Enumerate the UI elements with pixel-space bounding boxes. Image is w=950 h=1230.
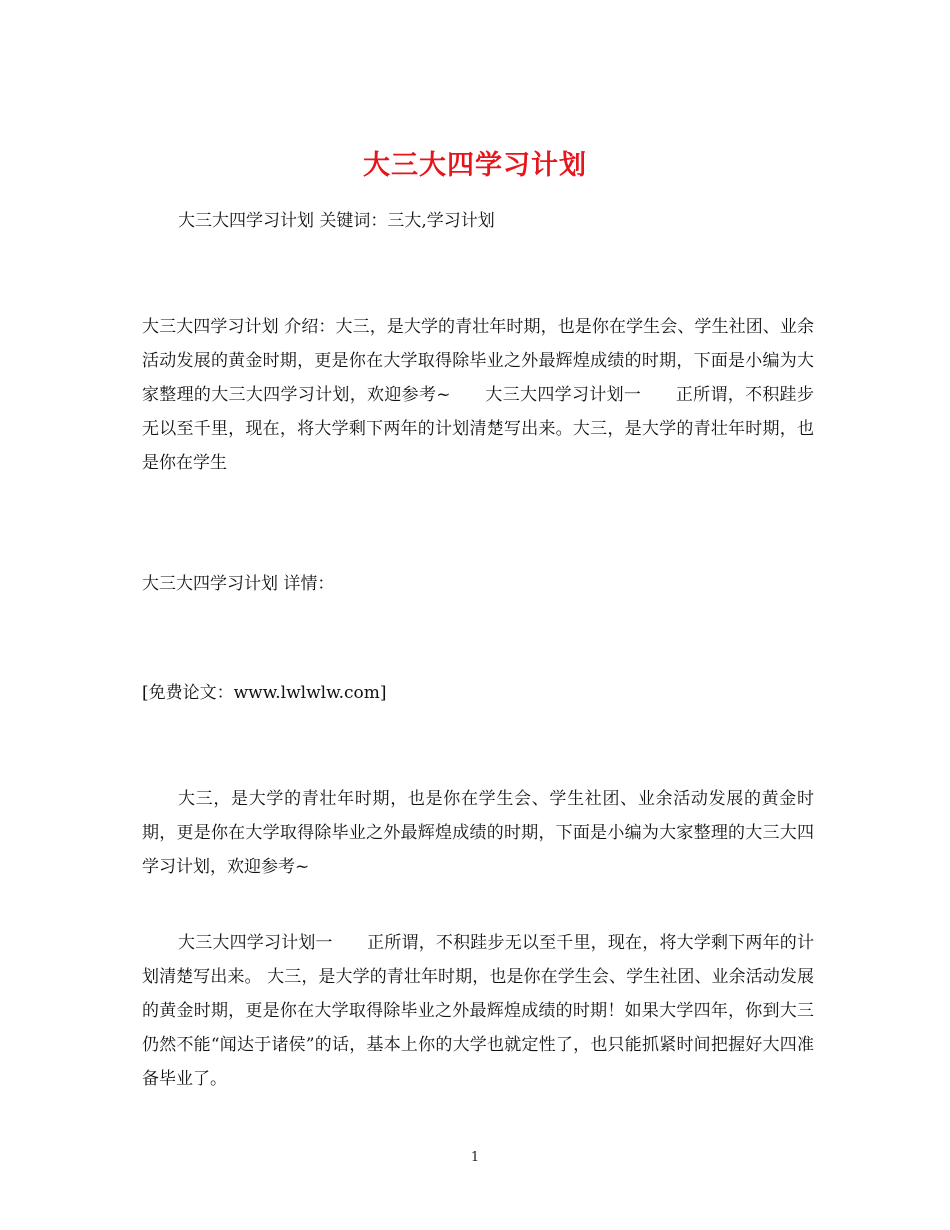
keywords-line: 大三大四学习计划 关键词：三大,学习计划 [178, 211, 495, 231]
details-label: 大三大四学习计划 详情： [142, 574, 335, 594]
body-paragraph-2: 大三大四学习计划一 正所谓，不积跬步无以至千里，现在，将大学剩下两年的计划清楚写出来。 大三，是大学的青壮年时期，也是你在学生会、学生社团、业余活动发展的黄金时期，更是你在大学取得除毕业之外最辉煌成绩的时期！如果大学四年，你到大三仍然不能“闻达于诸侯”的话，基本上你的大学也就定性了，也只能抓紧时间把握好大四准备毕业了。 [142, 933, 814, 1089]
source-line: [免费论文：www.lwlwlw.com] [142, 683, 387, 703]
page-number: 1 [470, 1150, 480, 1165]
intro-paragraph: 大三大四学习计划 介绍：大三，是大学的青壮年时期，也是你在学生会、学生社团、业余活动发展的黄金时期，更是你在大学取得除毕业之外最辉煌成绩的时期，下面是小编为大家整理的大三大四学习计划，欢迎参考~ 大三大四学习计划一 正所谓，不积跬步无以至千里，现在，将大学剩下两年的计划清楚写出来。大三，是大学的青壮年时期，也是你在学生 [142, 317, 814, 473]
body-paragraph-1: 大三，是大学的青壮年时期，也是你在学生会、学生社团、业余活动发展的黄金时期，更是你在大学取得除毕业之外最辉煌成绩的时期，下面是小编为大家整理的大三大四学习计划，欢迎参考~ [142, 789, 814, 877]
document-title: 大三大四学习计划 [363, 150, 587, 182]
